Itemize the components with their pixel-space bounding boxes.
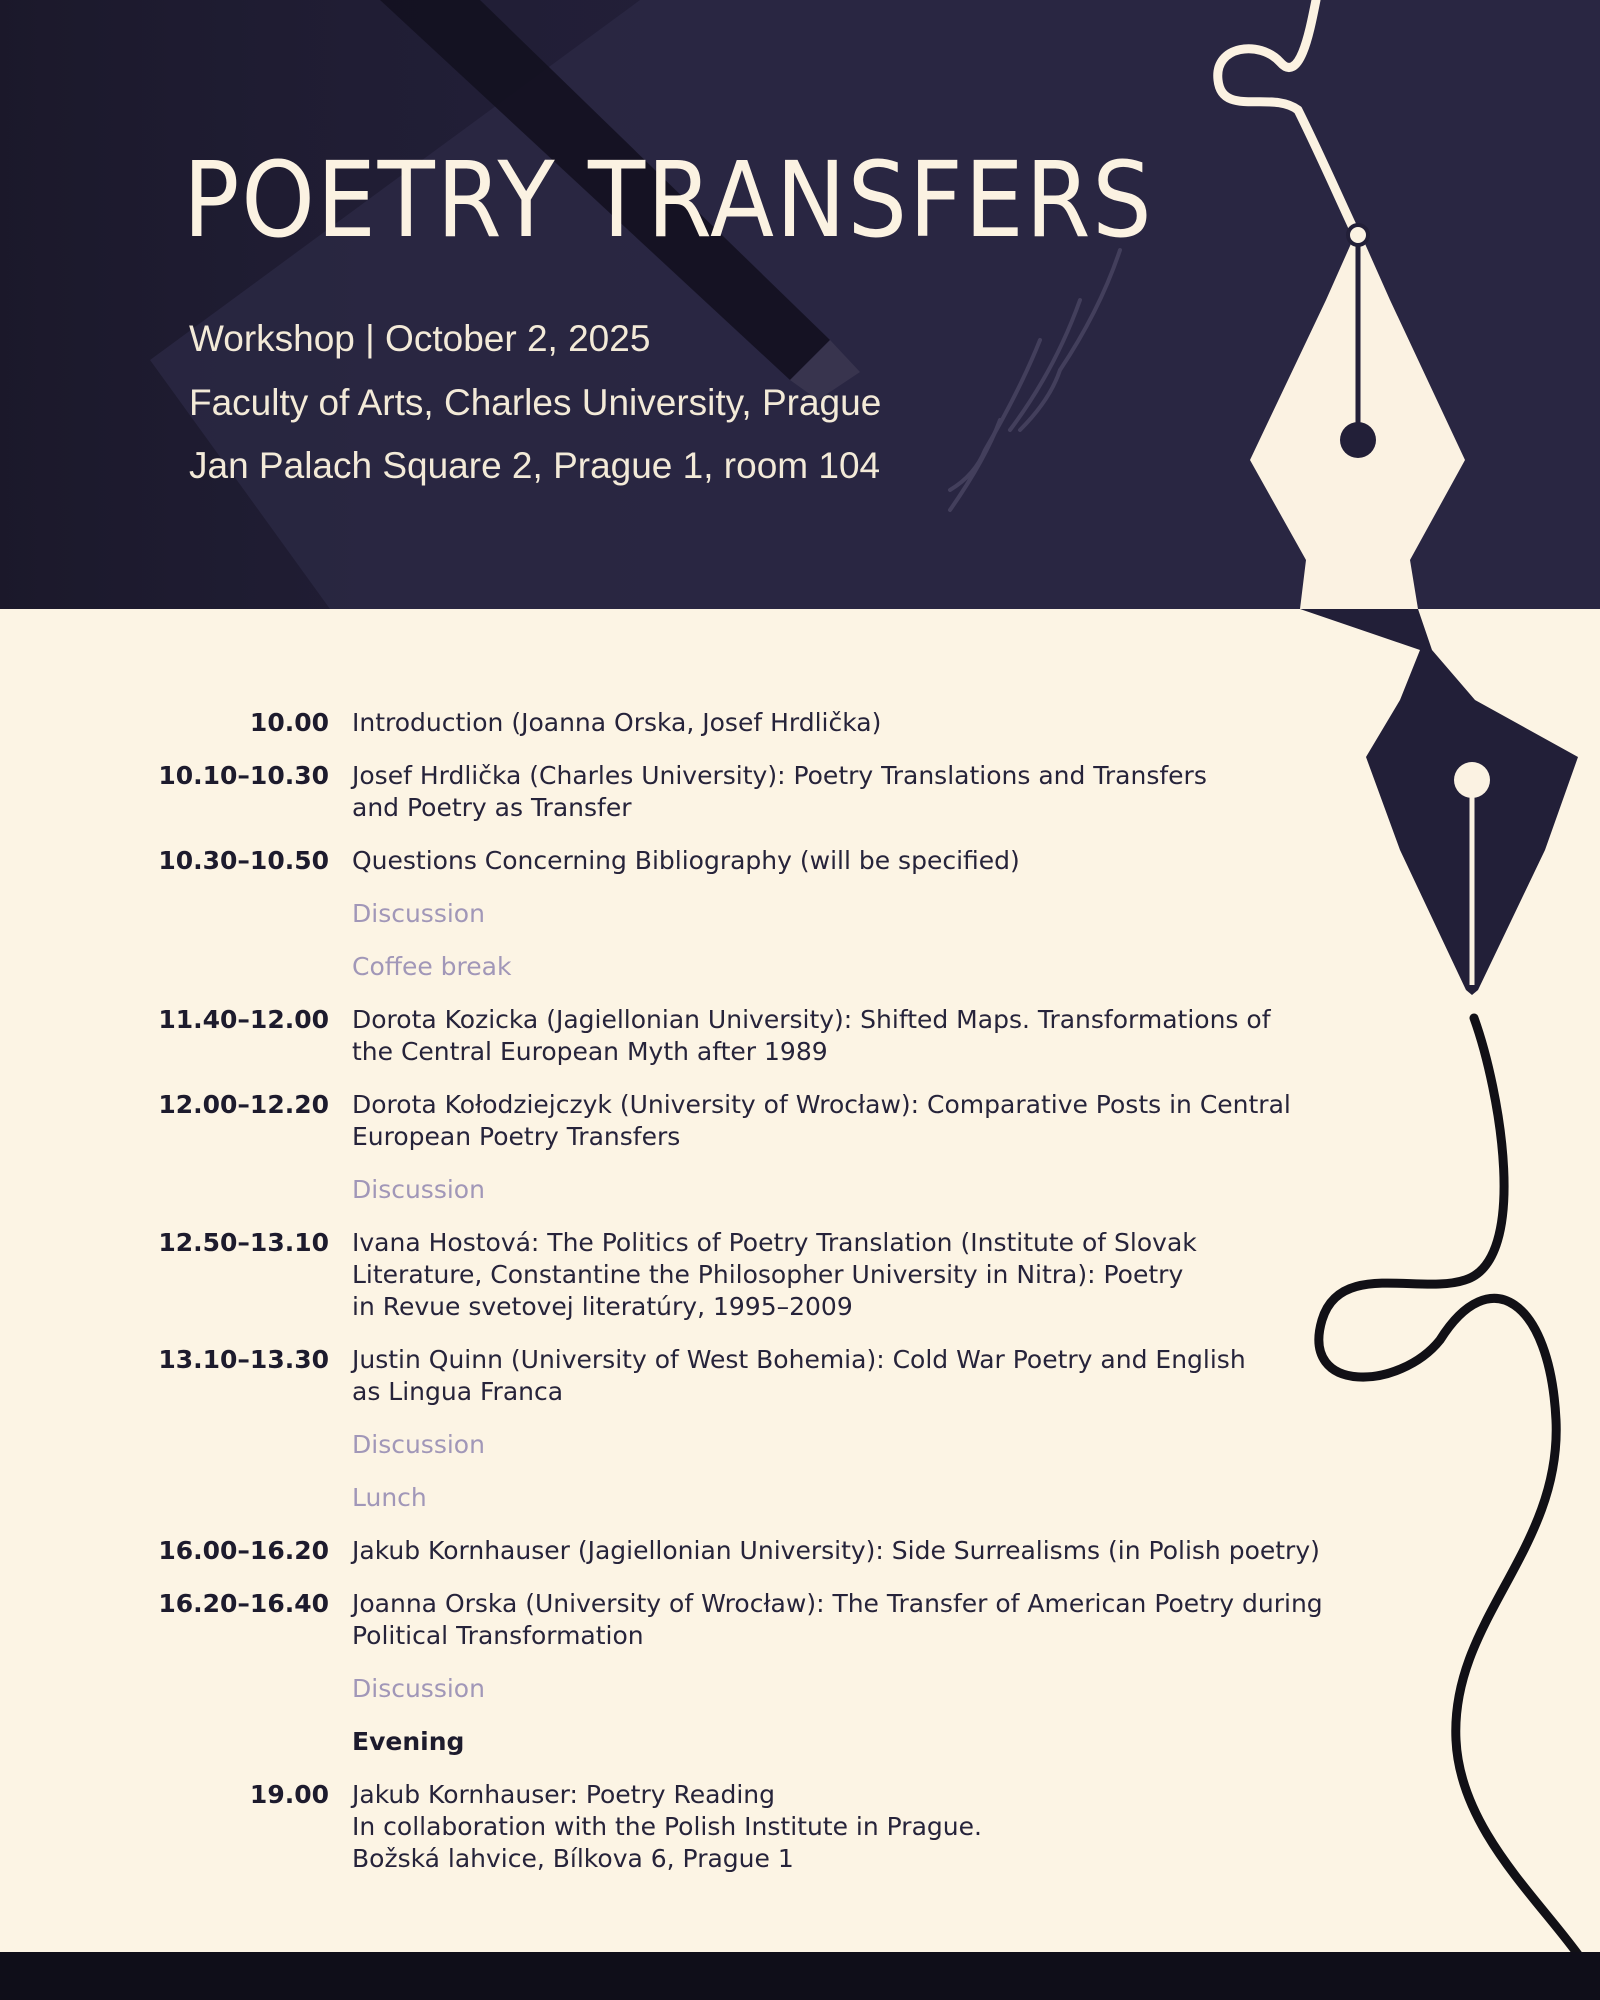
- schedule-line: as Lingua Franca: [352, 1377, 564, 1406]
- schedule-line: Discussion: [352, 1430, 485, 1459]
- schedule-row: [0, 1482, 1370, 1514]
- schedule-row: [0, 1227, 1370, 1323]
- schedule-time: 12.50–13.10: [158, 1228, 329, 1257]
- schedule-time: [0, 898, 352, 930]
- schedule-row: [0, 898, 1370, 930]
- schedule-description: [352, 1779, 1370, 1875]
- schedule-line: Introduction (Joanna Orska, Josef Hrdlička): [352, 708, 882, 737]
- schedule-line: Lunch: [352, 1483, 427, 1512]
- schedule-time: 12.00–12.20: [158, 1090, 329, 1119]
- schedule-line: Questions Concerning Bibliography (will be specified): [352, 846, 1020, 875]
- schedule-description: [352, 1227, 1370, 1323]
- schedule-row: [0, 1429, 1370, 1461]
- schedule-time: 19.00: [249, 1780, 329, 1809]
- schedule-row: [0, 951, 1370, 983]
- schedule-time: 10.10–10.30: [158, 761, 329, 790]
- schedule-row: [0, 760, 1370, 824]
- schedule-row: [0, 1535, 1370, 1567]
- schedule-description: [352, 707, 1370, 739]
- schedule-description: [352, 1429, 1370, 1461]
- schedule-time: 16.20–16.40: [158, 1589, 329, 1618]
- schedule-description: [352, 1673, 1370, 1705]
- schedule-time: [0, 1482, 352, 1514]
- schedule-line: Jakub Kornhauser (Jagiellonian University): Side Surrealisms (in Polish poetry): [352, 1536, 1320, 1565]
- schedule-time: 16.00–16.20: [158, 1536, 329, 1565]
- schedule-line: Coffee break: [352, 952, 512, 981]
- schedule-line: the Central European Myth after 1989: [352, 1037, 828, 1066]
- schedule-line: Justin Quinn (University of West Bohemia): Cold War Poetry and English: [352, 1345, 1246, 1374]
- schedule-row: [0, 1673, 1370, 1705]
- schedule-description: [352, 1535, 1370, 1567]
- schedule-row: [0, 1726, 1370, 1758]
- schedule-row: [0, 707, 1370, 739]
- schedule-line: Evening: [352, 1727, 465, 1756]
- schedule-line: Literature, Constantine the Philosopher University in Nitra): Poetry: [352, 1260, 1184, 1289]
- schedule-description: [352, 1089, 1370, 1153]
- schedule-line: and Poetry as Transfer: [352, 793, 632, 822]
- schedule-line: Dorota Kozicka (Jagiellonian University): Shifted Maps. Transformations of: [352, 1005, 1271, 1034]
- schedule-line: In collaboration with the Polish Institute in Prague.: [352, 1812, 982, 1841]
- schedule-time: 10.00: [249, 708, 329, 737]
- schedule-time: [0, 951, 352, 983]
- schedule-row: [0, 1779, 1370, 1875]
- schedule-time: 13.10–13.30: [158, 1345, 329, 1374]
- schedule-line: Discussion: [352, 1175, 485, 1204]
- schedule-description: [352, 1174, 1370, 1206]
- schedule-description: [352, 898, 1370, 930]
- schedule-line: Joanna Orska (University of Wrocław): The Transfer of American Poetry during: [352, 1589, 1323, 1618]
- schedule-line: Discussion: [352, 1674, 485, 1703]
- schedule-description: [352, 845, 1370, 877]
- schedule-row: [0, 1004, 1370, 1068]
- event-date-line: Workshop | October 2, 2025: [189, 318, 651, 359]
- schedule-line: Discussion: [352, 899, 485, 928]
- schedule-time: [0, 1726, 352, 1758]
- page-title: POETRY TRANSFERS: [183, 139, 1154, 261]
- schedule-time: [0, 1673, 352, 1705]
- schedule-row: [0, 1089, 1370, 1153]
- schedule-line: Božská lahvice, Bílkova 6, Prague 1: [352, 1844, 794, 1873]
- schedule-line: Josef Hrdlička (Charles University): Poetry Translations and Transfers: [352, 761, 1207, 790]
- schedule-line: European Poetry Transfers: [352, 1122, 681, 1151]
- schedule-time: [0, 1429, 352, 1461]
- schedule-list: [0, 707, 1370, 1896]
- schedule-description: [352, 1344, 1370, 1408]
- schedule-row: [0, 1344, 1370, 1408]
- schedule-description: [352, 1588, 1370, 1652]
- schedule-line: Jakub Kornhauser: Poetry Reading: [352, 1780, 775, 1809]
- footer-bar: [0, 1952, 1600, 2000]
- schedule-time: [0, 1174, 352, 1206]
- schedule-time: 10.30–10.50: [158, 846, 329, 875]
- venue-line: Faculty of Arts, Charles University, Prague: [189, 382, 882, 423]
- schedule-row: [0, 1588, 1370, 1652]
- schedule-description: [352, 1004, 1370, 1068]
- schedule-description: [352, 951, 1370, 983]
- schedule-description: [352, 1482, 1370, 1514]
- schedule-time: 11.40–12.00: [158, 1005, 329, 1034]
- schedule-line: Political Transformation: [352, 1621, 644, 1650]
- schedule-line: Dorota Kołodziejczyk (University of Wrocław): Comparative Posts in Central: [352, 1090, 1291, 1119]
- schedule-row: [0, 845, 1370, 877]
- schedule-line: in Revue svetovej literatúry, 1995–2009: [352, 1292, 853, 1321]
- schedule-row: [0, 1174, 1370, 1206]
- schedule-line: Ivana Hostová: The Politics of Poetry Translation (Institute of Slovak: [352, 1228, 1197, 1257]
- address-line: Jan Palach Square 2, Prague 1, room 104: [189, 445, 881, 486]
- section-heading: [352, 1726, 1370, 1758]
- schedule-description: [352, 760, 1370, 824]
